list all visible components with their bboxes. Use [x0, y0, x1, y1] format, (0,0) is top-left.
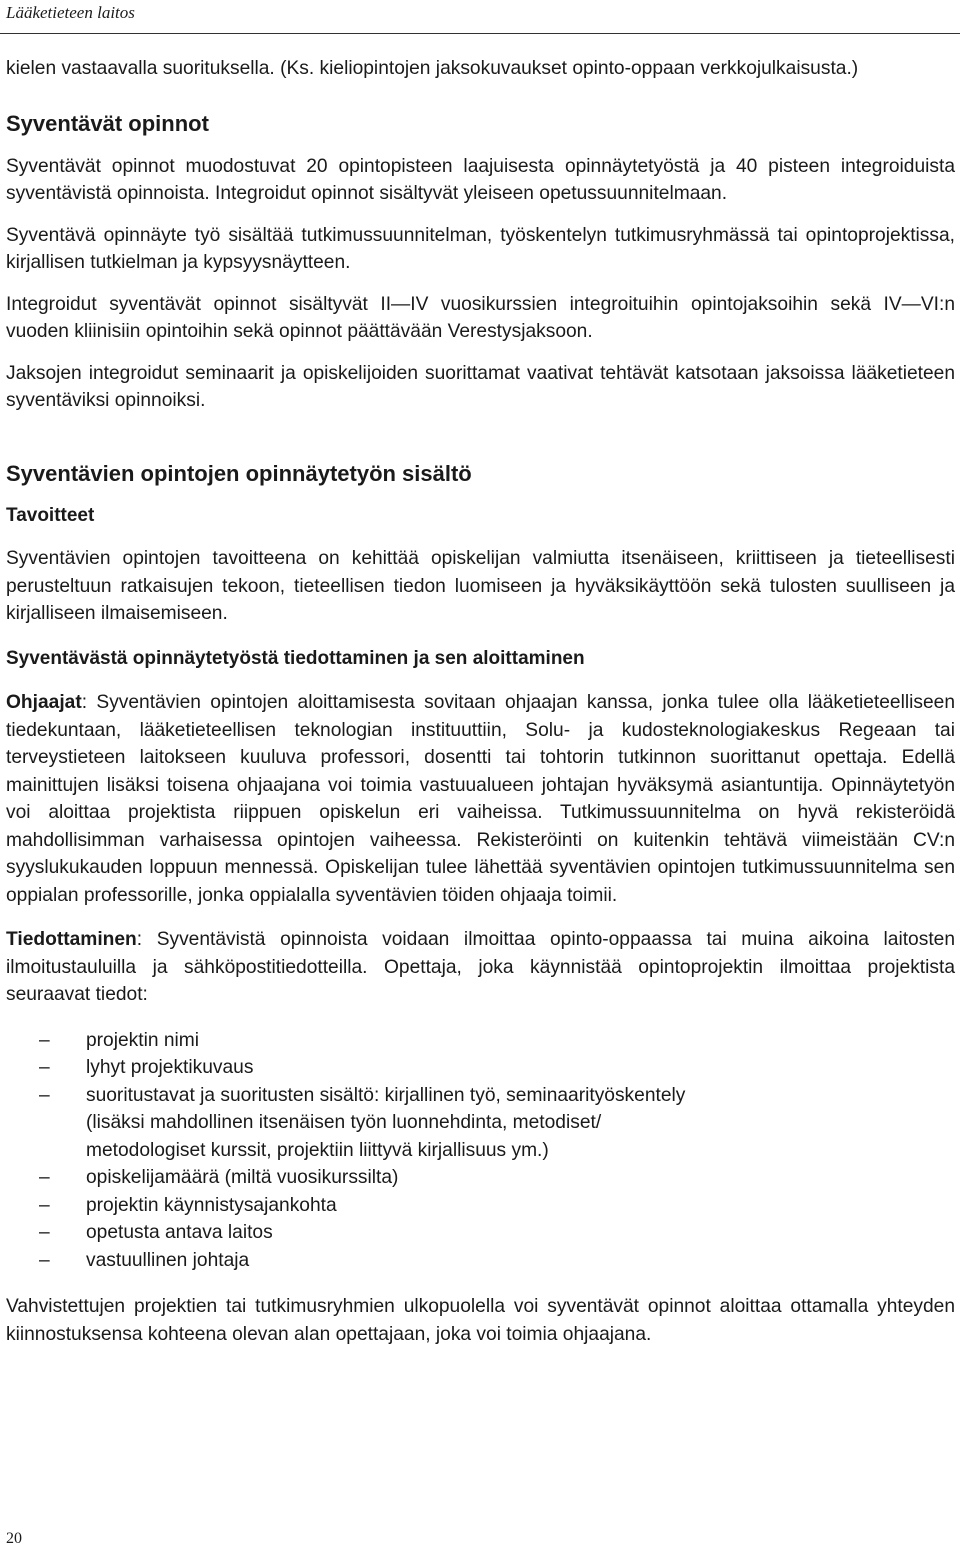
- list-dash: –: [39, 1057, 50, 1078]
- paragraph: Jaksojen integroidut seminaarit ja opiskelijoiden suorittamat vaativat tehtävät katsotaan jaksoissa lääketieteen syventäviksi opinnoiksi.: [6, 362, 955, 411]
- subheading-tavoitteet: Tavoitteet: [6, 504, 95, 526]
- page-number: 20: [6, 1530, 22, 1547]
- list-dash: –: [39, 1249, 50, 1271]
- section-heading-opinnaytetyon-sisalto: Syventävien opintojen opinnäytetyön sisältö: [6, 460, 472, 486]
- paragraph-tiedottaminen: [6, 926, 955, 1009]
- list-item: – vastuullinen johtaja: [6, 1247, 955, 1275]
- list-item: – opetusta antava laitos: [6, 1219, 955, 1247]
- list-item: – projektin nimi: [6, 1027, 955, 1055]
- running-head: Lääketieteen laitos: [6, 3, 135, 22]
- list-dash: –: [39, 1194, 50, 1216]
- paragraph: Integroidut syventävät opinnot sisältyvät II—IV vuosikurssien integroituihin opintojaksoihin sekä IV—VI:n vuoden kliinisiin opintoihin sekä opinnot päättävään Verestysjaksoon.: [6, 293, 955, 342]
- list-dash: –: [39, 1222, 50, 1243]
- intro-continuation: kielen vastaavalla suorituksella. (Ks. kieliopintojen jaksokuvaukset opinto-oppaan verkkojulkaisusta.): [6, 58, 859, 79]
- project-info-list: [6, 1027, 955, 1275]
- paragraph: Syventävät opinnot muodostuvat 20 opintopisteen laajuisesta opinnäytetyöstä ja 40 pisteen integroiduista syventävistä opinnoista. Integroidut opinnot sisältyvät yleiseen opetussuunnitelmaan.: [6, 155, 955, 204]
- list-dash: –: [39, 1084, 50, 1106]
- tiedottaminen-label: Tiedottaminen: [6, 929, 137, 950]
- paragraph-ohjaajat: [6, 689, 955, 909]
- section-heading-syventavat-opinnot: Syventävät opinnot: [6, 110, 209, 136]
- header-rule: [0, 33, 960, 34]
- list-item: – opiskelijamäärä (miltä vuosikurssilta): [6, 1164, 955, 1192]
- list-item: – projektin käynnistysajankohta: [6, 1192, 955, 1220]
- paragraph-closing: Vahvistettujen projektien tai tutkimusryhmien ulkopuolella voi syventävät opinnot aloittaa ottamalla yhteyden kiinnostuksensa kohteena olevan alan opettajaan, joka voi toimia ohjaajana.: [6, 1296, 955, 1345]
- list-dash: –: [39, 1029, 50, 1051]
- tiedottaminen-text: : Syventävistä opinnoista voidaan ilmoittaa opinto-oppaassa tai muina aikoina laitosten ilmoitustauluilla ja sähköpostitiedotteilla. Opettaja, joka käynnistää opintoprojektin ilmoittaa projektista seuraavat tiedot:: [6, 929, 955, 1005]
- page-body: [6, 55, 955, 1348]
- list-item: – suoritustavat ja suoritusten sisältö: kirjallinen työ, seminaarityöskentely (lisäksi mahdollinen itsenäisen työn luonnehdinta, metodiset/ metodologiset kurssit, projektiin liittyvä kirjallisuus ym.): [6, 1082, 955, 1165]
- ohjaajat-label: Ohjaajat: [6, 692, 82, 713]
- list-item: – lyhyt projektikuvaus: [6, 1054, 955, 1082]
- list-dash: –: [39, 1167, 50, 1188]
- paragraph: Syventävä opinnäyte työ sisältää tutkimussuunnitelman, työskentelyn tutkimusryhmässä tai opintoprojektissa, kirjallisen tutkielman ja kypsyysnäytteen.: [6, 224, 955, 273]
- paragraph: Syventävien opintojen tavoitteena on kehittää opiskelijan valmiutta itsenäiseen, kriittiseen ja tieteellisesti perusteltuun ratkaisujen tekoon, tieteellisen tiedon luomiseen ja hyväksikäyttöön sekä tulosten suulliseen ja kirjalliseen ilmaisemiseen.: [6, 548, 955, 624]
- ohjaajat-text: : Syventävien opintojen aloittamisesta sovitaan ohjaajan kanssa, jonka tulee olla lääketieteelliseen tiedekuntaan, lääketieteellisen teknologian instituuttiin, Solu- ja kudosteknologiakeskus Regeaan tai terveystieteen laitokseen kuuluva professori, dosentti tai tohtorin tutkinnon suorittanut opettaja. Edellä mainittujen lisäksi toisena ohjaajana voi toimia vastuualueen johtajan hyväksymä asiantuntija. Opinnäytetyön voi aloittaa projektista riippuen opiskelun eri vaiheissa. Tutkimussuunnitelma on hyvä rekisteröidä mahdollisimman varhaisessa opintojen vaiheessa. Rekisteröinti on kuitenkin tehtävä viimeistään CV:n syyslukukauden loppuun mennessä. Opiskelijan tulee lähettää syventävien opintojen tutkimussuunnitelma sen oppialan professorille, jonka oppialalla syventävien töiden ohjaaja toimii.: [6, 692, 955, 906]
- section-heading-tiedottaminen-aloittaminen: Syventävästä opinnäytetyöstä tiedottaminen ja sen aloittaminen: [6, 647, 585, 669]
